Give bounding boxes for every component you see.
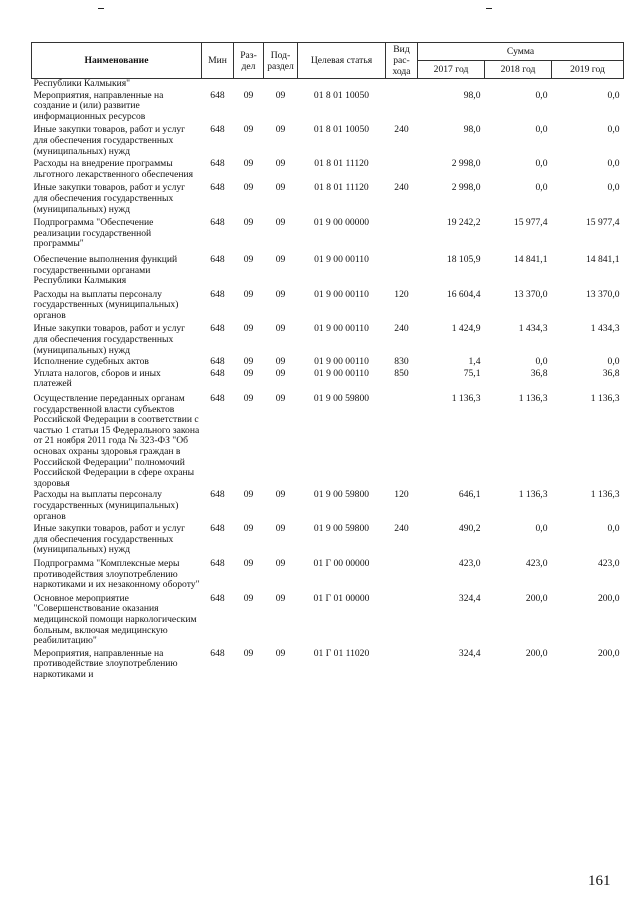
header-sum: Сумма [418,43,624,61]
header-podrazdel: Под-раздел [264,43,298,79]
row-expense-type: 850 [394,367,409,379]
row-sum-2019: 0,0 [607,356,620,368]
row-target-article: 01 9 00 00000 [313,217,370,229]
row-expense-type [386,250,418,287]
row-target-article: 01 9 00 00110 [314,367,369,379]
row-min [202,79,234,90]
row-expense-type [386,647,418,681]
row-sum-2019: 200,0 [597,592,620,604]
row-sum-2019: 0,0 [607,124,620,136]
row-min: 648 [210,288,225,300]
row-razdel: 09 [243,393,254,405]
table-row [32,390,624,489]
row-sum-2017: 98,0 [463,124,481,136]
table-row [32,157,624,180]
row-sum-2018: 14 841,1 [513,253,548,265]
row-sum-2019: 0,0 [607,182,620,194]
row-sum-2018: 13 370,0 [513,288,548,300]
row-podrazdel [264,79,298,90]
row-razdel: 09 [243,592,254,604]
row-expense-type [386,556,418,591]
row-target-article: 01 8 01 11120 [314,182,369,194]
header-2018: 2018 год [485,61,552,79]
row-min: 648 [210,592,225,604]
table-row [32,647,624,681]
row-razdel: 09 [243,217,254,229]
row-podrazdel: 09 [275,367,286,379]
row-sum-2018: 36,8 [530,367,548,379]
row-sum-2017: 490,2 [458,523,481,535]
row-sum-2017: 16 604,4 [446,288,481,300]
row-sum-2019: 14 841,1 [585,253,620,265]
row-podrazdel: 09 [275,182,286,194]
row-target-article: 01 9 00 59800 [313,393,370,405]
row-sum-2019: 15 977,4 [585,217,620,229]
row-sum-2017: 98,0 [463,89,481,101]
row-name: Республики Калмыкия" [33,78,131,89]
row-name: Иные закупки товаров, работ и услуг для обеспечения государственных (муниципальных) нужд [33,182,186,215]
row-razdel: 09 [243,182,254,194]
table-row [32,356,624,368]
table-row [32,250,624,287]
row-sum-2019: 1 136,3 [590,489,620,501]
row-sum-2019: 0,0 [607,158,620,170]
table-row [32,368,624,390]
row-name: Расходы на внедрение программы льготного лекарственного обеспечения [33,158,194,180]
row-sum-2019 [552,79,624,90]
row-sum-2019: 1 434,3 [590,323,620,335]
row-sum-2018: 0,0 [535,356,548,368]
row-podrazdel: 09 [275,523,286,535]
row-min: 648 [210,124,225,136]
row-sum-2017: 324,4 [458,647,481,659]
row-target-article: 01 Г 01 11020 [313,647,370,659]
header-min: Мин [202,43,234,79]
row-sum-2018 [485,79,552,90]
table-row [32,180,624,215]
row-sum-2018: 1 136,3 [518,393,548,405]
table-row [32,122,624,157]
row-name: Обеспечение выполнения функций государственными органами Республики Калмыкия [33,253,178,287]
table-row [32,321,624,356]
budget-table [31,42,624,680]
row-name: Мероприятия, направленные на противодействие злоупотреблению наркотиками и [33,647,178,680]
row-razdel: 09 [243,323,254,335]
row-sum-2018: 1 136,3 [518,489,548,501]
header-2017: 2017 год [418,61,485,79]
table-row [32,215,624,250]
row-expense-type: 240 [394,124,409,136]
table-row [32,79,624,90]
page-number: 161 [588,873,611,889]
row-name: Расходы на выплаты персоналу государственных (муниципальных) органов [33,489,179,522]
row-min: 648 [210,393,225,405]
row-expense-type: 240 [394,323,409,335]
row-podrazdel: 09 [275,592,286,604]
row-sum-2017: 19 242,2 [446,217,481,229]
row-podrazdel: 09 [275,288,286,300]
row-razdel [234,79,264,90]
row-target-article: 01 9 00 59800 [313,523,370,535]
row-podrazdel: 09 [275,323,286,335]
row-sum-2018: 0,0 [535,182,548,194]
row-expense-type: 240 [394,523,409,535]
row-name: Иные закупки товаров, работ и услуг для обеспечения государственных (муниципальных) нужд [33,124,186,157]
row-sum-2017: 646,1 [458,489,481,501]
row-min: 648 [210,158,225,170]
row-name: Мероприятия, направленные на создание и (или) развитие информационных ресурсов [33,89,164,122]
row-name: Уплата налогов, сборов и иных платежей [33,367,161,390]
row-expense-type [386,390,418,489]
row-sum-2018: 0,0 [535,89,548,101]
row-podrazdel: 09 [275,253,286,265]
row-razdel: 09 [243,489,254,501]
row-sum-2017: 2 998,0 [451,158,481,170]
row-sum-2017: 18 105,9 [446,253,481,265]
row-name: Расходы на выплаты персоналу государственных (муниципальных) органов [33,288,179,321]
row-razdel: 09 [243,288,254,300]
row-podrazdel: 09 [275,557,286,569]
row-min: 648 [210,89,225,101]
row-expense-type: 120 [394,489,409,501]
row-min: 648 [210,217,225,229]
row-target-article: 01 9 00 00110 [314,356,369,368]
row-razdel: 09 [243,253,254,265]
row-min: 648 [210,647,225,659]
row-sum-2019: 36,8 [602,367,620,379]
row-sum-2017: 1,4 [468,356,481,368]
header-2019: 2019 год [552,61,624,79]
row-target-article: 01 8 01 11120 [314,158,369,170]
row-name: Иные закупки товаров, работ и услуг для обеспечения государственных (муниципальных) нужд [33,323,186,356]
row-min: 648 [210,367,225,379]
table-row [32,556,624,591]
row-sum-2018: 1 434,3 [518,323,548,335]
row-expense-type [386,79,418,90]
row-target-article: 01 8 01 10050 [313,124,370,136]
row-podrazdel: 09 [275,489,286,501]
row-min: 648 [210,253,225,265]
row-sum-2019: 13 370,0 [585,288,620,300]
row-razdel: 09 [243,89,254,101]
row-expense-type [386,591,418,647]
row-sum-2017: 2 998,0 [451,182,481,194]
row-podrazdel: 09 [275,217,286,229]
row-sum-2019: 1 136,3 [590,393,620,405]
header-target-article: Целевая статья [298,43,386,79]
row-sum-2018: 0,0 [535,523,548,535]
row-razdel: 09 [243,367,254,379]
row-razdel: 09 [243,158,254,170]
header-expense-type: Вид рас-хода [386,43,418,79]
row-min: 648 [210,557,225,569]
row-expense-type [386,157,418,180]
row-target-article: 01 Г 01 00000 [313,592,370,604]
row-podrazdel: 09 [275,124,286,136]
row-name: Исполнение судебных актов [33,356,149,368]
row-name: Подпрограмма "Обеспечение реализации государственной программы" [33,217,154,250]
row-sum-2019: 423,0 [597,557,620,569]
row-target-article: 01 Г 00 00000 [313,557,370,569]
row-expense-type: 120 [394,288,409,300]
row-min: 648 [210,356,225,368]
row-expense-type [386,215,418,250]
row-sum-2017: 75,1 [463,367,481,379]
table-row [32,522,624,556]
table-row [32,287,624,322]
row-expense-type [386,90,418,123]
page-mark-left [98,8,104,9]
row-sum-2018: 423,0 [525,557,548,569]
row-sum-2019: 200,0 [597,647,620,659]
header-name: Наименование [32,43,202,79]
row-sum-2019: 0,0 [607,89,620,101]
row-min: 648 [210,523,225,535]
row-podrazdel: 09 [275,356,286,368]
row-min: 648 [210,323,225,335]
table-row [32,90,624,123]
row-sum-2017: 1 424,9 [451,323,481,335]
row-razdel: 09 [243,523,254,535]
page-mark-right [486,8,492,9]
row-expense-type: 240 [394,182,409,194]
row-expense-type: 830 [394,356,409,368]
row-sum-2018: 0,0 [535,158,548,170]
row-name: Подпрограмма "Комплексные меры противодействия злоупотреблению наркотиками и их незаконному обороту" [33,557,200,591]
row-target-article: 01 9 00 59800 [313,489,370,501]
row-sum-2017 [418,79,485,90]
row-target-article [298,79,386,90]
row-sum-2018: 200,0 [525,647,548,659]
row-podrazdel: 09 [275,647,286,659]
row-min: 648 [210,489,225,501]
row-target-article: 01 9 00 00110 [314,323,369,335]
row-sum-2017: 1 136,3 [451,393,481,405]
row-podrazdel: 09 [275,158,286,170]
row-razdel: 09 [243,356,254,368]
row-razdel: 09 [243,647,254,659]
table-row [32,489,624,522]
row-razdel: 09 [243,124,254,136]
row-razdel: 09 [243,557,254,569]
row-name: Иные закупки товаров, работ и услуг для обеспечения государственных (муниципальных) нужд [33,523,186,556]
row-target-article: 01 9 00 00110 [314,288,369,300]
row-name: Основное мероприятие "Совершенствование оказания медицинской помощи наркологическим больным, включая медицинскую реабилитацию" [33,592,197,647]
header-razdel: Раз-дел [234,43,264,79]
row-sum-2019: 0,0 [607,523,620,535]
table-row [32,591,624,647]
row-sum-2018: 0,0 [535,124,548,136]
row-target-article: 01 9 00 00110 [314,253,369,265]
row-podrazdel: 09 [275,89,286,101]
row-sum-2017: 423,0 [458,557,481,569]
row-sum-2018: 200,0 [525,592,548,604]
row-target-article: 01 8 01 10050 [313,89,370,101]
row-sum-2017: 324,4 [458,592,481,604]
row-sum-2018: 15 977,4 [513,217,548,229]
row-name: Осуществление переданных органам государственной власти субъектов Российской Федерации в соответствии с частью 1 статьи 15 Федерального закона от 21 ноября 2011 года № 323-ФЗ "Об основах охраны здоровья граждан в Российской Федерации" полномочий Российской Федерации в сфере охраны здоровья [33,393,200,489]
row-podrazdel: 09 [275,393,286,405]
row-min: 648 [210,182,225,194]
